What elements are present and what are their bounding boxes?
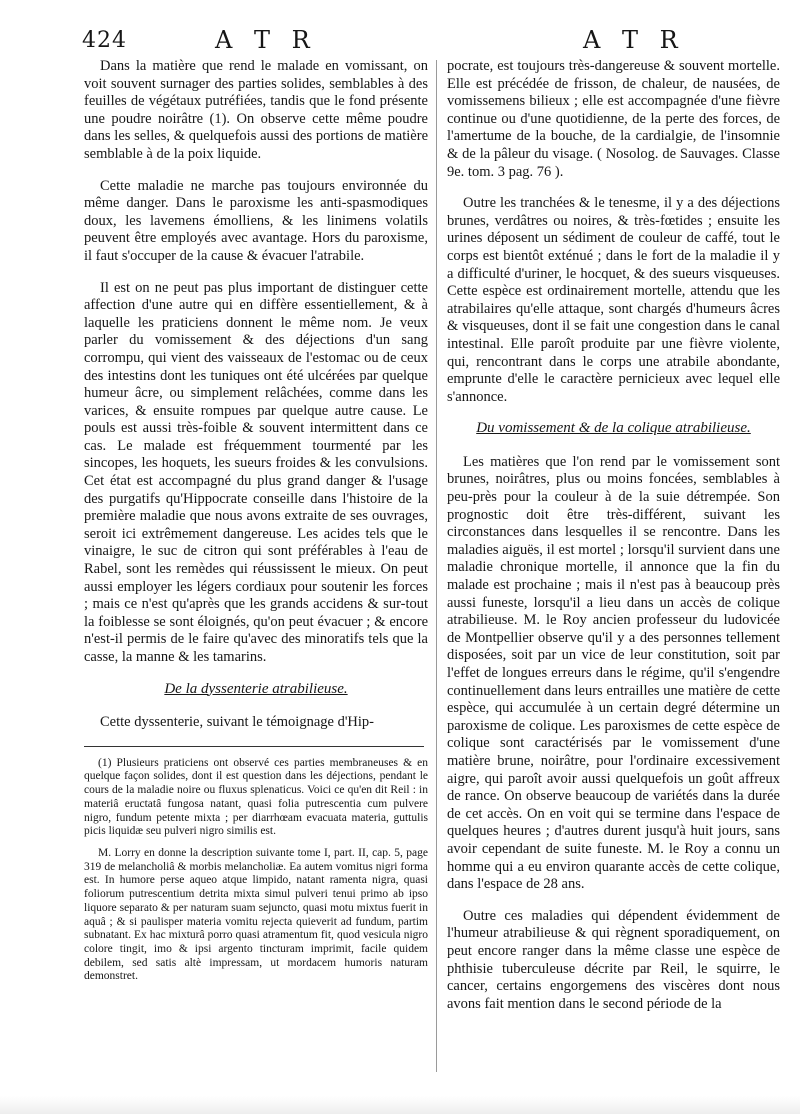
footnote: M. Lorry en donne la description suivante tome I, part. II, cap. 5, page 319 de melancholiâ & morbis melancholiæ. Ea autem vomitus nigri forma est. In humore perse aqueo atque limpido, natant ramenta nigra, quasi foliorum putrescentium detrita mixta simul pulveri tenui primo ab ipso liquore separato & per naturam suam sejuncto, quasi motu mixtus fuerit in aquâ ; & si paulisper materia vomitu rejecta quieverit ad fundum, partim subnatant. Ex hac mixturâ porro quasi atramentum fit, quod vesicula nigro colore tingit, imo & ipsi argento tincturam imprimit, facile quidem debilem, sed satis altè impressam, ut mordacem humoris naturam demonstret. bbox=[84, 847, 428, 983]
running-head-left: A T R bbox=[215, 26, 317, 54]
page-header bbox=[0, 22, 800, 56]
paragraph: pocrate, est toujours très-dangereuse & souvent mortelle. Elle est précédée de frisson, de chaleur, de nausées, de vomissemens bilieux ; elle est accompagnée d'une fièvre continue ou d'une quotidienne, de la perte des forces, de l'amertume de la bouche, de la cardialgie, de l'insomnie & de la pâleur du visage. ( Nosolog. de Sauvages. Classe 9e. tom. 3 pag. 76 ). bbox=[447, 58, 780, 180]
paragraph: Outre ces maladies qui dépendent évidemment de l'humeur atrabilieuse & qui règnent sporadiquement, on peut encore ranger dans la même classe une espèce de phthisie tuberculeuse décrite par Reil, le squirre, le cancer, certains engorgemens des viscères dont nous avons fait mention dans le second période de la bbox=[447, 907, 780, 1012]
paragraph: Les matières que l'on rend par le vomissement sont brunes, noirâtres, plus ou moins foncées, semblables à peu-près pour la couleur à de la suie détrempée. Son prognostic doit être très-différent, suivant les circonstances dans lesquelles il se rencontre. Dans les maladies aiguës, il est mortel ; lorsqu'il survient dans une maladie chronique mortelle, il annonce que la fin du malade est prochaine ; mais il n'est pas à beaucoup près aussi funeste, lorsqu'il a lieu dans un accès de colique atrabilieuse. M. le Roy ancien professeur du ludovicée de Montpellier observe qu'il y a des personnes tellement disposées, soit par un vice de leur constitution, soit par l'effet de longues erreurs dans le régime, qu'il s'engendre continuellement dans leurs entrailles une matière de cette espèce, qui accumulée à un certain degré détermine un paroxisme de colique. Les paroxismes de cette espèce de colique sont caractérisés par le vomissement d'une matière brune, noirâtre, pour l'ordinaire excessivement aigre, qui paroît avoir aussi quelquefois un goût affreux de rance. On observe beaucoup de variétés dans la durée de cet accès. On en voit qui se termine dans l'espace de quelques heures ; d'autres durent jusqu'à huit jours, sans avoir cependant de suite funeste. M. le Roy a connu un homme qui a eu environ quarante accès de cette colique, dans l'espace de 28 ans. bbox=[447, 453, 780, 893]
footnote: (1) Plusieurs praticiens ont observé ces parties membraneuses & en quelque façon solides, dont il est question dans les déjections, pendant le cours de la maladie noire ou fluxus splenaticus. Voici ce qu'en dit Reil : in materiâ eructatâ fungosa natant, quasi folia putrescentia cum pulvere nigro, fundum petente mixta ; per diarrhœam evacuata materia, guttulis picis liquidæ seu pulveri nigro similis est. bbox=[84, 756, 428, 838]
left-column bbox=[84, 58, 428, 992]
right-column bbox=[447, 58, 780, 1027]
paragraph: Outre les tranchées & le tenesme, il y a des déjections brunes, verdâtres ou noires, & très-fœtides ; ensuite les urines déposent un sédiment de couleur de caffé, tout le corps est bientôt exténué ; dans le fort de la maladie il y a difficulté d'uriner, le hocquet, & des sueurs visqueuses. Cette espèce est ordinairement mortelle, attendu que les atrabilaires qu'elle attaque, sont chargés d'humeurs âcres & visqueuses, dont il se fait une congestion dans le canal intestinal. Elle paroît produite par une fièvre violente, qui, rencontrant dans le corps une atrabile abondante, emprunte d'elle le caractère pernicieux avec lequel elle s'annonce. bbox=[447, 195, 780, 405]
column-divider bbox=[436, 60, 437, 1072]
section-heading: Du vomissement & de la colique atrabilieuse. bbox=[476, 420, 751, 437]
paragraph: Il est on ne peut pas plus important de distinguer cette affection d'une autre qui en diffère essentiellement, & à laquelle les praticiens donnent le même nom. Je veux parler du vomissement & des déjections d'un sang corrompu, qui vient des vaisseaux de l'estomac ou de ceux des intestins dont les tuniques ont été ulcérées par quelque humeur âcre, ou simplement relâchées, comme dans les varices, & ensuite rompues par quelque autre cause. Le pouls est aussi très-foible & souvent intermittent dans ce cas. Le malade est fréquemment tourmenté par les sincopes, les hoquets, les sueurs froides & les convulsions. Cet état est accompagné du plus grand danger & l'usage des purgatifs qu'Hippocrate conseille dans l'histoire de la première maladie que nous avons extraite de ses ouvrages, seroit ici extrêmement dangereuse. Les acides tels que le vinaigre, le suc de citron qui sont préférables à l'eau de Rabel, sont les remèdes qui réussissent le mieux. On peut aussi employer les légers cordiaux pour soutenir les forces ; mais ce n'est qu'après que les grands accidens & sur-tout la foiblesse se sont éloignés, qu'on peut évacuer ; & encore n'est-il permis de le faire qu'avec des minoratifs tels que la casse, la manne & les tamarins. bbox=[84, 279, 428, 665]
paragraph: Dans la matière que rend le malade en vomissant, on voit souvent surnager des parties solides, semblables à des feuilles de végétaux putréfiées, tandis que le fond présente une poudre noirâtre (1). On observe cette même poudre dans les selles, & quelquefois aussi des portions de matière semblable à de la poix liquide. bbox=[84, 58, 428, 162]
page-number: 424 bbox=[82, 28, 127, 53]
paragraph: Cette dyssenterie, suivant le témoignage d'Hip- bbox=[100, 714, 375, 731]
page-bottom-edge bbox=[0, 1096, 800, 1114]
running-head-right: A T R bbox=[583, 26, 685, 54]
section-heading: De la dyssenterie atrabilieuse. bbox=[164, 680, 348, 697]
footnotes bbox=[84, 757, 428, 984]
paragraph: Cette maladie ne marche pas toujours environnée du même danger. Dans le paroxisme les anti-spasmodiques doux, les lavemens émolliens, & les linimens volatils peuvent être employés avec avantage. Hors du paroxisme, il faut s'occuper de la cause & évacuer l'atrabile. bbox=[84, 177, 428, 264]
footnote-divider bbox=[84, 746, 424, 747]
